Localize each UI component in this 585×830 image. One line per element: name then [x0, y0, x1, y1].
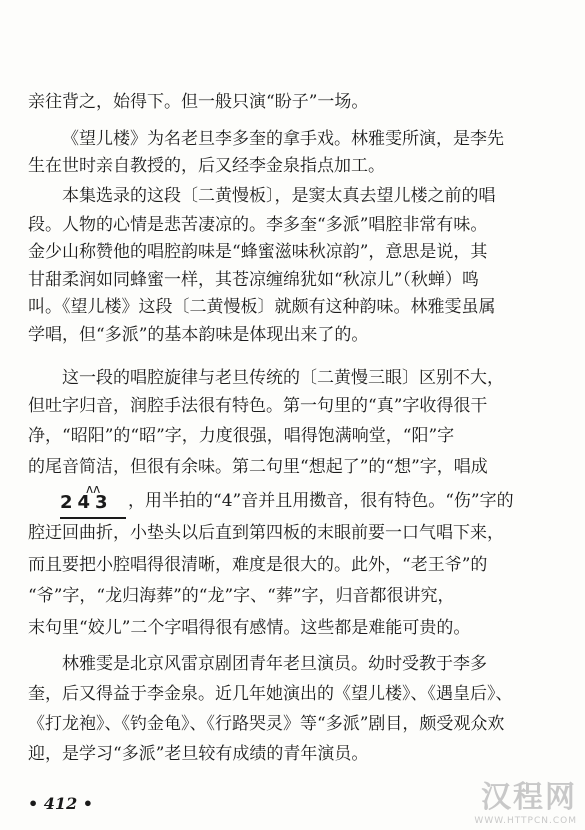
- text-line: 亲往背之，始得下。但一般只演“盼子”一场。: [28, 92, 369, 112]
- text-line: 奎，后又得益于李金泉。近几年她演出的《望儿楼》、《遇皇后》、: [28, 684, 513, 704]
- text-line: 甘甜柔润如同蜂蜜一样，其苍凉缠绵犹如“秋凉儿”（秋蝉）鸣: [28, 270, 479, 290]
- text-line: 段。人物的心情是悲苦凄凉的。李多奎“多派”唱腔非常有味。: [28, 215, 488, 235]
- beat-underline: [60, 517, 126, 519]
- text-line: 这一段的唱腔旋律与老旦传统的〔二黄慢三眼〕区别不大，: [62, 368, 504, 388]
- text-line: 学唱，但“多派”的基本韵味是体现出来了的。: [28, 325, 369, 345]
- ornament-mark: ʌʌ: [86, 482, 101, 496]
- site-watermark: [474, 772, 577, 826]
- page-number: • 412 •: [28, 794, 93, 813]
- text-line: 本集选录的这段〔二黄慢板〕，是窦太真去望儿楼之前的唱: [62, 186, 496, 206]
- text-line: ，用半拍的“4”音并且用擞音，很有特色。“伤”字的: [128, 491, 514, 511]
- text-line: 《打龙袍》、《钓金龟》、《行路哭灵》等“多派”剧目，颇受观众欢: [28, 714, 505, 734]
- text-line: 而且要把小腔唱得很清晰，难度是很大的。此外，“老王爷”的: [28, 555, 488, 575]
- text-line: “爷”字，“龙归海葬”的“龙”字、“葬”字，归音都很讲究，: [28, 586, 455, 606]
- text-line: 金少山称赞他的唱腔韵味是“蜂蜜滋味秋凉韵”，意思是说，其: [28, 242, 488, 262]
- text-line: 《望儿楼》为名老旦李多奎的拿手戏。林雅雯所演，是李先: [62, 129, 504, 149]
- text-line: 叫。《望儿楼》这段〔二黄慢板〕就颇有这种韵味。林雅雯虽属: [28, 297, 496, 317]
- watermark-url: WWW.HTTPCN.COM: [474, 816, 577, 826]
- text-line: 林雅雯是北京风雷京剧团青年老旦演员。幼时受教于李多: [62, 654, 487, 674]
- text-line: 腔迂回曲折，小垫头以后直到第四板的末眼前要一口气唱下来，: [28, 523, 504, 543]
- jianpu-digits: 243: [60, 492, 113, 513]
- text-line: 迎，是学习“多派”老旦较有成绩的青年演员。: [28, 744, 369, 764]
- text-line: 净，“昭阳”的“昭”字，力度很强，唱得饱满响堂，“阳”字: [28, 426, 455, 446]
- text-line: 但吐字归音，润腔手法很有特色。第一句里的“真”字收得很干: [28, 396, 488, 416]
- text-line: 的尾音简洁，但很有余味。第二句里“想起了”的“想”字，唱成: [28, 457, 488, 477]
- watermark-logo-text: 汉程网: [481, 780, 577, 815]
- text-line: 生在世时亲自教授的，后又经李金泉指点加工。: [28, 156, 385, 176]
- text-line: 末句里“姣儿”二个字唱得很有感情。这些都是难能可贵的。: [28, 618, 471, 638]
